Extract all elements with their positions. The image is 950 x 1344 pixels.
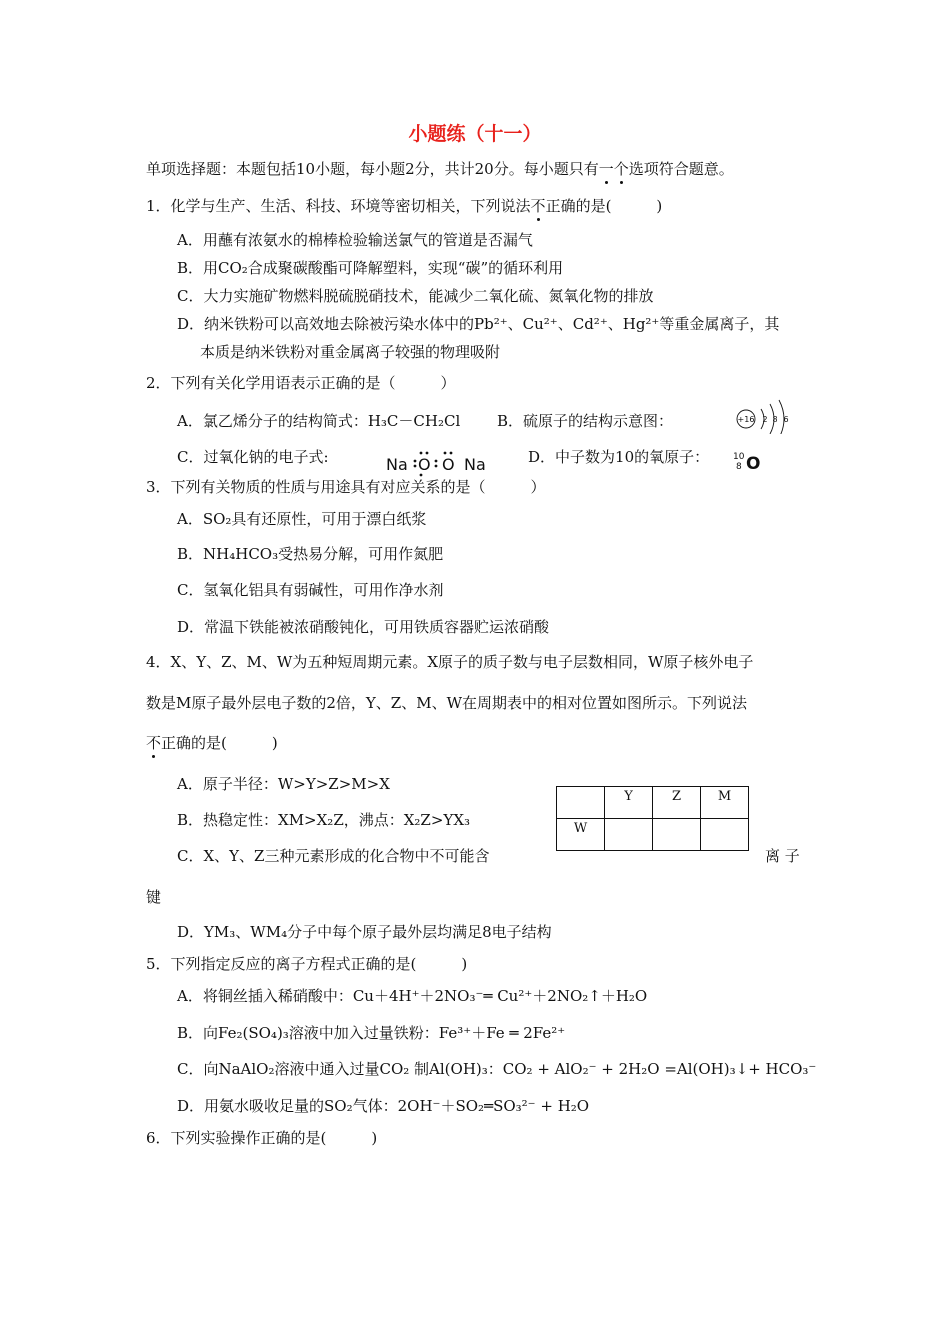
question-3-option-b: B．NH₄HCO₃受热易分解，可用作氮肥 <box>177 545 444 563</box>
question-4-option-c-wrap: 键 <box>146 888 162 906</box>
question-4-option-b: B．热稳定性：XM>X₂Z，沸点：X₂Z>YX₃ <box>177 811 471 829</box>
page-title: 小题练（十一） <box>408 123 542 145</box>
sodium-peroxide-electron-formula <box>384 448 492 480</box>
question-3-option-c: C．氢氧化铝具有弱碱性，可用作净水剂 <box>177 581 444 599</box>
question-1-option-b: B．用CO₂合成聚碳酸酯可降解塑料，实现“碳”的循环利用 <box>177 259 564 277</box>
mass-number: 10 <box>733 452 745 462</box>
table-row <box>557 787 749 819</box>
instructions-text: 选项符合题意。 <box>628 160 734 178</box>
table-cell <box>701 819 749 851</box>
question-2-option-d: D．中子数为10的氧原子： <box>528 448 710 466</box>
sodium-symbol: Na <box>386 455 408 474</box>
question-3-option-a: A．SO₂具有还原性，可用于漂白纸浆 <box>177 510 427 528</box>
question-3-stem: 3．下列有关物质的性质与用途具有对应关系的是（ ） <box>146 478 546 496</box>
oxygen-symbol: O <box>418 455 431 474</box>
emphasis-dot-char: 个 <box>613 160 629 178</box>
table-cell: Y <box>605 787 653 819</box>
question-4-stem-line1: 4．X、Y、Z、M、W为五种短周期元素。X原子的质子数与电子层数相同，W原子核外电子 <box>146 653 754 671</box>
element-symbol: O <box>746 454 761 474</box>
sulfur-atom-diagram <box>728 398 798 434</box>
question-4-option-d: D．YM₃、WM₄分子中每个原子最外层均满足8电子结构 <box>177 923 552 941</box>
oxygen-18-isotope <box>733 452 763 476</box>
shell-electron-count: 8 <box>772 415 778 424</box>
emphasis-dot-char: 不 <box>530 197 546 215</box>
question-1-option-d-continued: 本质是纳米铁粉对重金属离子较强的物理吸附 <box>200 343 501 361</box>
question-1-option-d: D．纳米铁粉可以高效地去除被污染水体中的Pb²⁺、Cu²⁺、Cd²⁺、Hg²⁺等重金属离子，其 <box>177 315 780 333</box>
question-5-option-a: A．将铜丝插入稀硝酸中：Cu＋4H⁺＋2NO₃⁻═ Cu²⁺＋2NO₂↑＋H₂O <box>177 987 648 1005</box>
stem-text: 正确的是( ) <box>161 734 278 752</box>
shell-electron-count: 2 <box>762 415 768 424</box>
stem-text: 正确的是( ) <box>545 197 663 215</box>
table-cell: Z <box>653 787 701 819</box>
oxygen-symbol: O <box>442 455 455 474</box>
question-2-option-a: A．氯乙烯分子的结构简式：H₃C－CH₂Cl <box>177 412 461 430</box>
question-1-option-c: C．大力实施矿物燃料脱硫脱硝技术，能减少二氧化硫、氮氧化物的排放 <box>177 287 654 305</box>
periodic-table-fragment <box>556 786 749 851</box>
question-1-option-a: A．用蘸有浓氨水的棉棒检验输送氯气的管道是否漏气 <box>177 231 533 249</box>
emphasis-dot-char: 不 <box>146 734 162 752</box>
table-cell <box>605 819 653 851</box>
instructions-text: 单项选择题：本题包括10小题，每小题2分，共计20分。每小题只有 <box>146 160 599 178</box>
table-cell <box>557 787 605 819</box>
sodium-symbol: Na <box>464 455 486 474</box>
atomic-number: 8 <box>736 462 742 472</box>
question-6-stem: 6．下列实验操作正确的是( ) <box>146 1129 378 1147</box>
question-5-option-c: C．向NaAlO₂溶液中通入过量CO₂ 制Al(OH)₃：CO₂ + AlO₂⁻ + 2H₂O =Al(OH)₃↓+ HCO₃⁻ <box>177 1060 817 1078</box>
question-2-option-b: B．硫原子的结构示意图： <box>497 412 674 430</box>
nucleus-charge: +16 <box>737 415 755 424</box>
instructions <box>146 159 734 179</box>
question-5-option-b: B．向Fe₂(SO₄)₃溶液中加入过量铁粉：Fe³⁺＋Fe ═ 2Fe²⁺ <box>177 1024 566 1042</box>
question-4-option-a: A．原子半径：W>Y>Z>M>X <box>177 775 390 793</box>
table-cell <box>653 819 701 851</box>
emphasis-dot-char: 一 <box>598 160 614 178</box>
question-4-stem-line2: 数是M原子最外层电子数的2倍，Y、Z、M、W在周期表中的相对位置如图所示。下列说法 <box>146 694 748 712</box>
question-3-option-d: D．常温下铁能被浓硝酸钝化，可用铁质容器贮运浓硝酸 <box>177 618 550 636</box>
table-cell: W <box>557 819 605 851</box>
question-4-option-c-right: 离 子 <box>765 847 800 865</box>
stem-text: 1．化学与生产、生活、科技、环境等密切相关，下列说法 <box>146 197 531 215</box>
question-2-option-c: C．过氧化钠的电子式: <box>177 448 329 466</box>
table-cell: M <box>701 787 749 819</box>
question-4-stem-line3 <box>146 733 278 753</box>
question-1-stem <box>146 196 662 216</box>
question-4-option-c: C．X、Y、Z三种元素形成的化合物中不可能含 <box>177 847 490 865</box>
question-5-stem: 5．下列指定反应的离子方程式正确的是( ) <box>146 955 468 973</box>
question-2-stem: 2．下列有关化学用语表示正确的是（ ） <box>146 374 456 392</box>
shell-electron-count: 6 <box>783 415 789 424</box>
table-row <box>557 819 749 851</box>
question-5-option-d: D．用氨水吸收足量的SO₂气体：2OH⁻＋SO₂═SO₃²⁻ + H₂O <box>177 1097 590 1115</box>
